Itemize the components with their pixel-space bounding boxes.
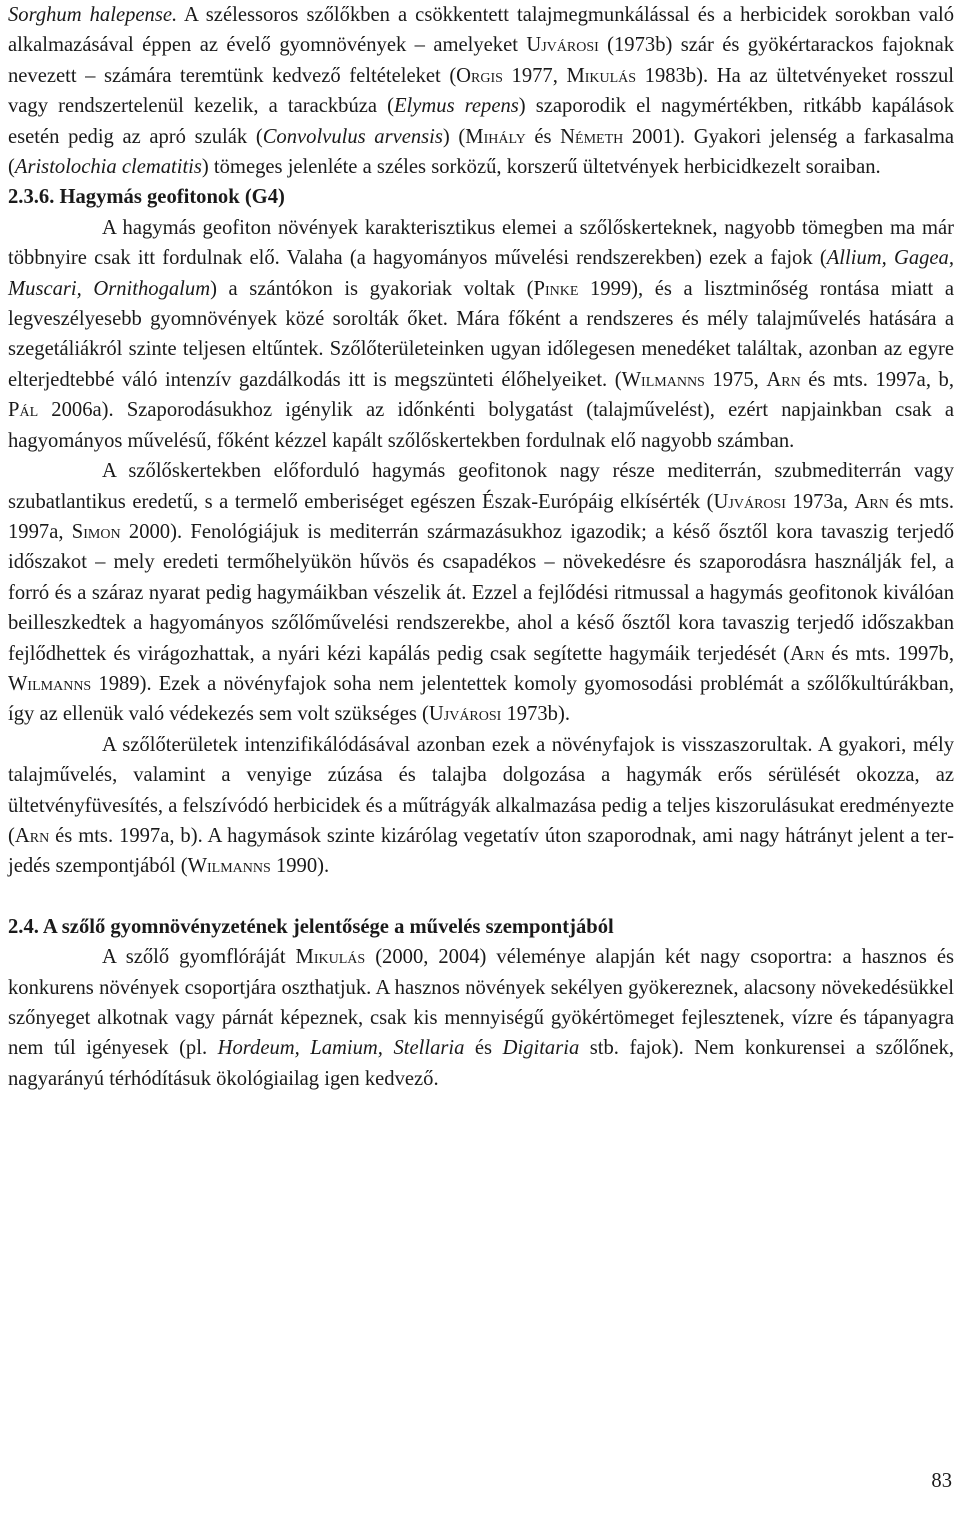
author-name: Pál: [8, 399, 39, 422]
text-run: 1983b). Ha az ültetvényeket rosszul vagy rendszertelenül kezelik, a tarackbúza (: [8, 64, 954, 118]
text-run: A szőlőskertekben előforduló hagymás geofitonok nagy része mediterrán, szubmediterrán vagy szubatlantikus eredetű, s a termelő emberiséget egészen Észak-Európáig elkísérték (: [8, 460, 954, 513]
paragraph: [8, 0, 954, 182]
page-body: [8, 0, 954, 1094]
text-run: A szőlő gyomflóráját: [102, 946, 296, 969]
author-name: Orgis: [456, 64, 503, 87]
author-name: Ujvárosi: [526, 34, 599, 57]
paragraph: [8, 942, 954, 1094]
italic-text: Allium, Gagea, Muscari, Ornithogalum: [8, 247, 955, 300]
author-name: Wilmanns: [8, 672, 92, 695]
section-heading: [8, 182, 954, 212]
author-name: Simon: [71, 520, 121, 543]
author-name: Arn: [854, 490, 889, 513]
text-run: 1975,: [704, 368, 767, 391]
text-run: A szőlőterületek intenzifikálódásával azonban ezek a növényfajok is visszaszorultak. A gyakori, mély talajművelés, valamint a venyige zúzása és talajba dolgozása a hagymák erős sérülését okozza, az ültetvényfüvesítés, a felszívódó herbicidek és a műtrágyák alkalmazása pedig a teljes kiszorulásukat eredményezte (: [8, 733, 954, 847]
author-name: Mikulás: [566, 64, 637, 87]
text-run: és mts. 1997a,: [8, 490, 955, 543]
author-name: Németh: [560, 125, 624, 148]
italic-text: Aristolochia clematitis: [14, 156, 202, 179]
section-heading: [8, 912, 954, 942]
text-run: stb. fajok). Nem konkurensei a szőlőnek, nagyarányú térhódításuk ökológiailag igen kedvező.: [8, 1037, 955, 1090]
document-page: [8, 0, 954, 1094]
author-name: Pinke: [533, 277, 579, 300]
text-run: ) a szántókon is gyakoriak voltak (: [210, 277, 534, 300]
text-run: és mts. 1997a, b,: [800, 368, 954, 391]
author-name: Wilmanns: [187, 855, 271, 878]
text-run: és mts. 1997b,: [824, 642, 954, 665]
author-name: Ujvárosi: [428, 703, 502, 726]
text-run: és: [525, 125, 561, 148]
italic-text: Sorghum halepense.: [8, 4, 178, 26]
paragraph: [8, 730, 954, 882]
text-run: 2000). Fenológiájuk is mediterrán származásukhoz igazodik; a késő ősztől kora tavaszig terjedő időszakot – mely eredeti termőhelyükön hűvös és csapadékos – növekedésre és szaporodásra használják fel, a forró és a száraz nyarat pedig hagymáikban vészelik át. Ezzel a fejlődési ritmussal a hagymás geofitonok kiválóan beilleszkedtek a hagyományos szőlőművelési rendszerekbe, ahol a késő ősztől kora tavaszig terjedő időszakban fejlődhettek és virágozhattak, a nyári kézi kapálás pedig csak segítette hagymáik terjedését (: [8, 520, 955, 665]
paragraph: [8, 456, 954, 730]
text-run: 2.4. A szőlő gyomnövényzetének jelentősége a művelés szempontjából: [8, 915, 614, 938]
text-run: 1973a,: [785, 490, 855, 513]
paragraph: [8, 213, 954, 456]
text-run: (2000, 2004) véleménye alapján két nagy csoportra: a hasznos és konkurens növények csoportjára oszthatjuk. A hasznos növények sekélyen gyökereznek, alacsony növekedésükkel szőnyeget alkotnak vagy párnát képeznek, csak kis mennyiségű gyökértömeget fejlesztenek, vízre és tápanyagra nem túl igényesek (pl.: [8, 946, 954, 1060]
italic-text: Elymus repens: [393, 95, 519, 118]
text-run: 2001). Gyakori jelenség a farkasalma (: [8, 125, 954, 179]
text-run: A szélessoros szőlőkben a csökkentett talajmegmunkálással és a herbicidek sorokban való alkalmazásával éppen az évelő gyomnövények – amelyeket: [8, 4, 954, 57]
text-run: 1999), és a lisztminőség rontása miatt a legveszélyesebb gyomnövények közé sorolták őket. Mára főként a rendszeres és mély talajművelés hatására a szegetáliákról szinte teljesen eltűntek. Szőlőterületeinken ugyan időlegesen menedéket találtak, azonban az egyre elterjedtebbé váló intenzív gazdálkodás itt is megszünteti élőhelyeiket. (: [8, 277, 954, 391]
text-run: (1973b) szár és gyökértarackos fajoknak nevezett – számára teremtünk kedvező feltételeket (: [8, 34, 955, 87]
text-run: 1990).: [270, 855, 330, 878]
author-name: Wilmanns: [621, 368, 705, 391]
text-run: ) szaporodik el nagymértékben, ritkább kapálások esetén pedig az apró szulák (: [8, 95, 954, 148]
text-run: ) tömeges jelenléte a széles sorközű, korszerű ültetvények herbicidkezelt soraiban.: [201, 156, 881, 179]
italic-text: Digitaria: [502, 1037, 580, 1060]
text-run: 1973b).: [501, 703, 570, 726]
text-run: és mts. 1997a, b). A hagymások szinte kizárólag vegetatív úton szaporodnak, ami nagy hátrányt jelent a terjedés szempontjából (: [8, 824, 954, 878]
italic-text: Hordeum, Lamium, Stellaria: [217, 1037, 465, 1060]
author-name: Arn: [790, 642, 825, 665]
text-run: és: [464, 1037, 503, 1060]
author-name: Arn: [766, 368, 801, 391]
text-run: ) (: [442, 125, 466, 148]
text-run: A hagymás geofiton növények karakterisztikus elemei a szőlőskerteknek, nagyobb tömegben ma már többnyire csak itt fordulnak elő. Valaha (a hagyományos művelési rendszerekben) ezek a fajok (: [8, 216, 954, 270]
author-name: Mihály: [465, 125, 526, 148]
italic-text: Convolvulus arvensis: [262, 125, 443, 148]
author-name: Ujvárosi: [713, 490, 786, 513]
text-run: 2.3.6. Hagymás geofitonok (G4): [8, 186, 285, 209]
author-name: Mikulás: [295, 946, 366, 969]
author-name: Arn: [14, 824, 50, 847]
text-run: 1977,: [502, 64, 567, 87]
text-run: 2006a). Szaporodásukhoz igénylik az időnkénti bolygatást (talajművelést), ezért napjainkban csak a hagyományos művelésű, főként kézzel kapált szőlőskertekben fordulnak elő nagyobb számban.: [8, 399, 954, 452]
page-number: 83: [931, 1470, 952, 1492]
text-run: 1989). Ezek a növényfajok soha nem jelentettek komoly gyomosodási problémát a szőlőkultúrákban, így az ellenük való védekezés sem volt szükséges (: [8, 672, 954, 726]
